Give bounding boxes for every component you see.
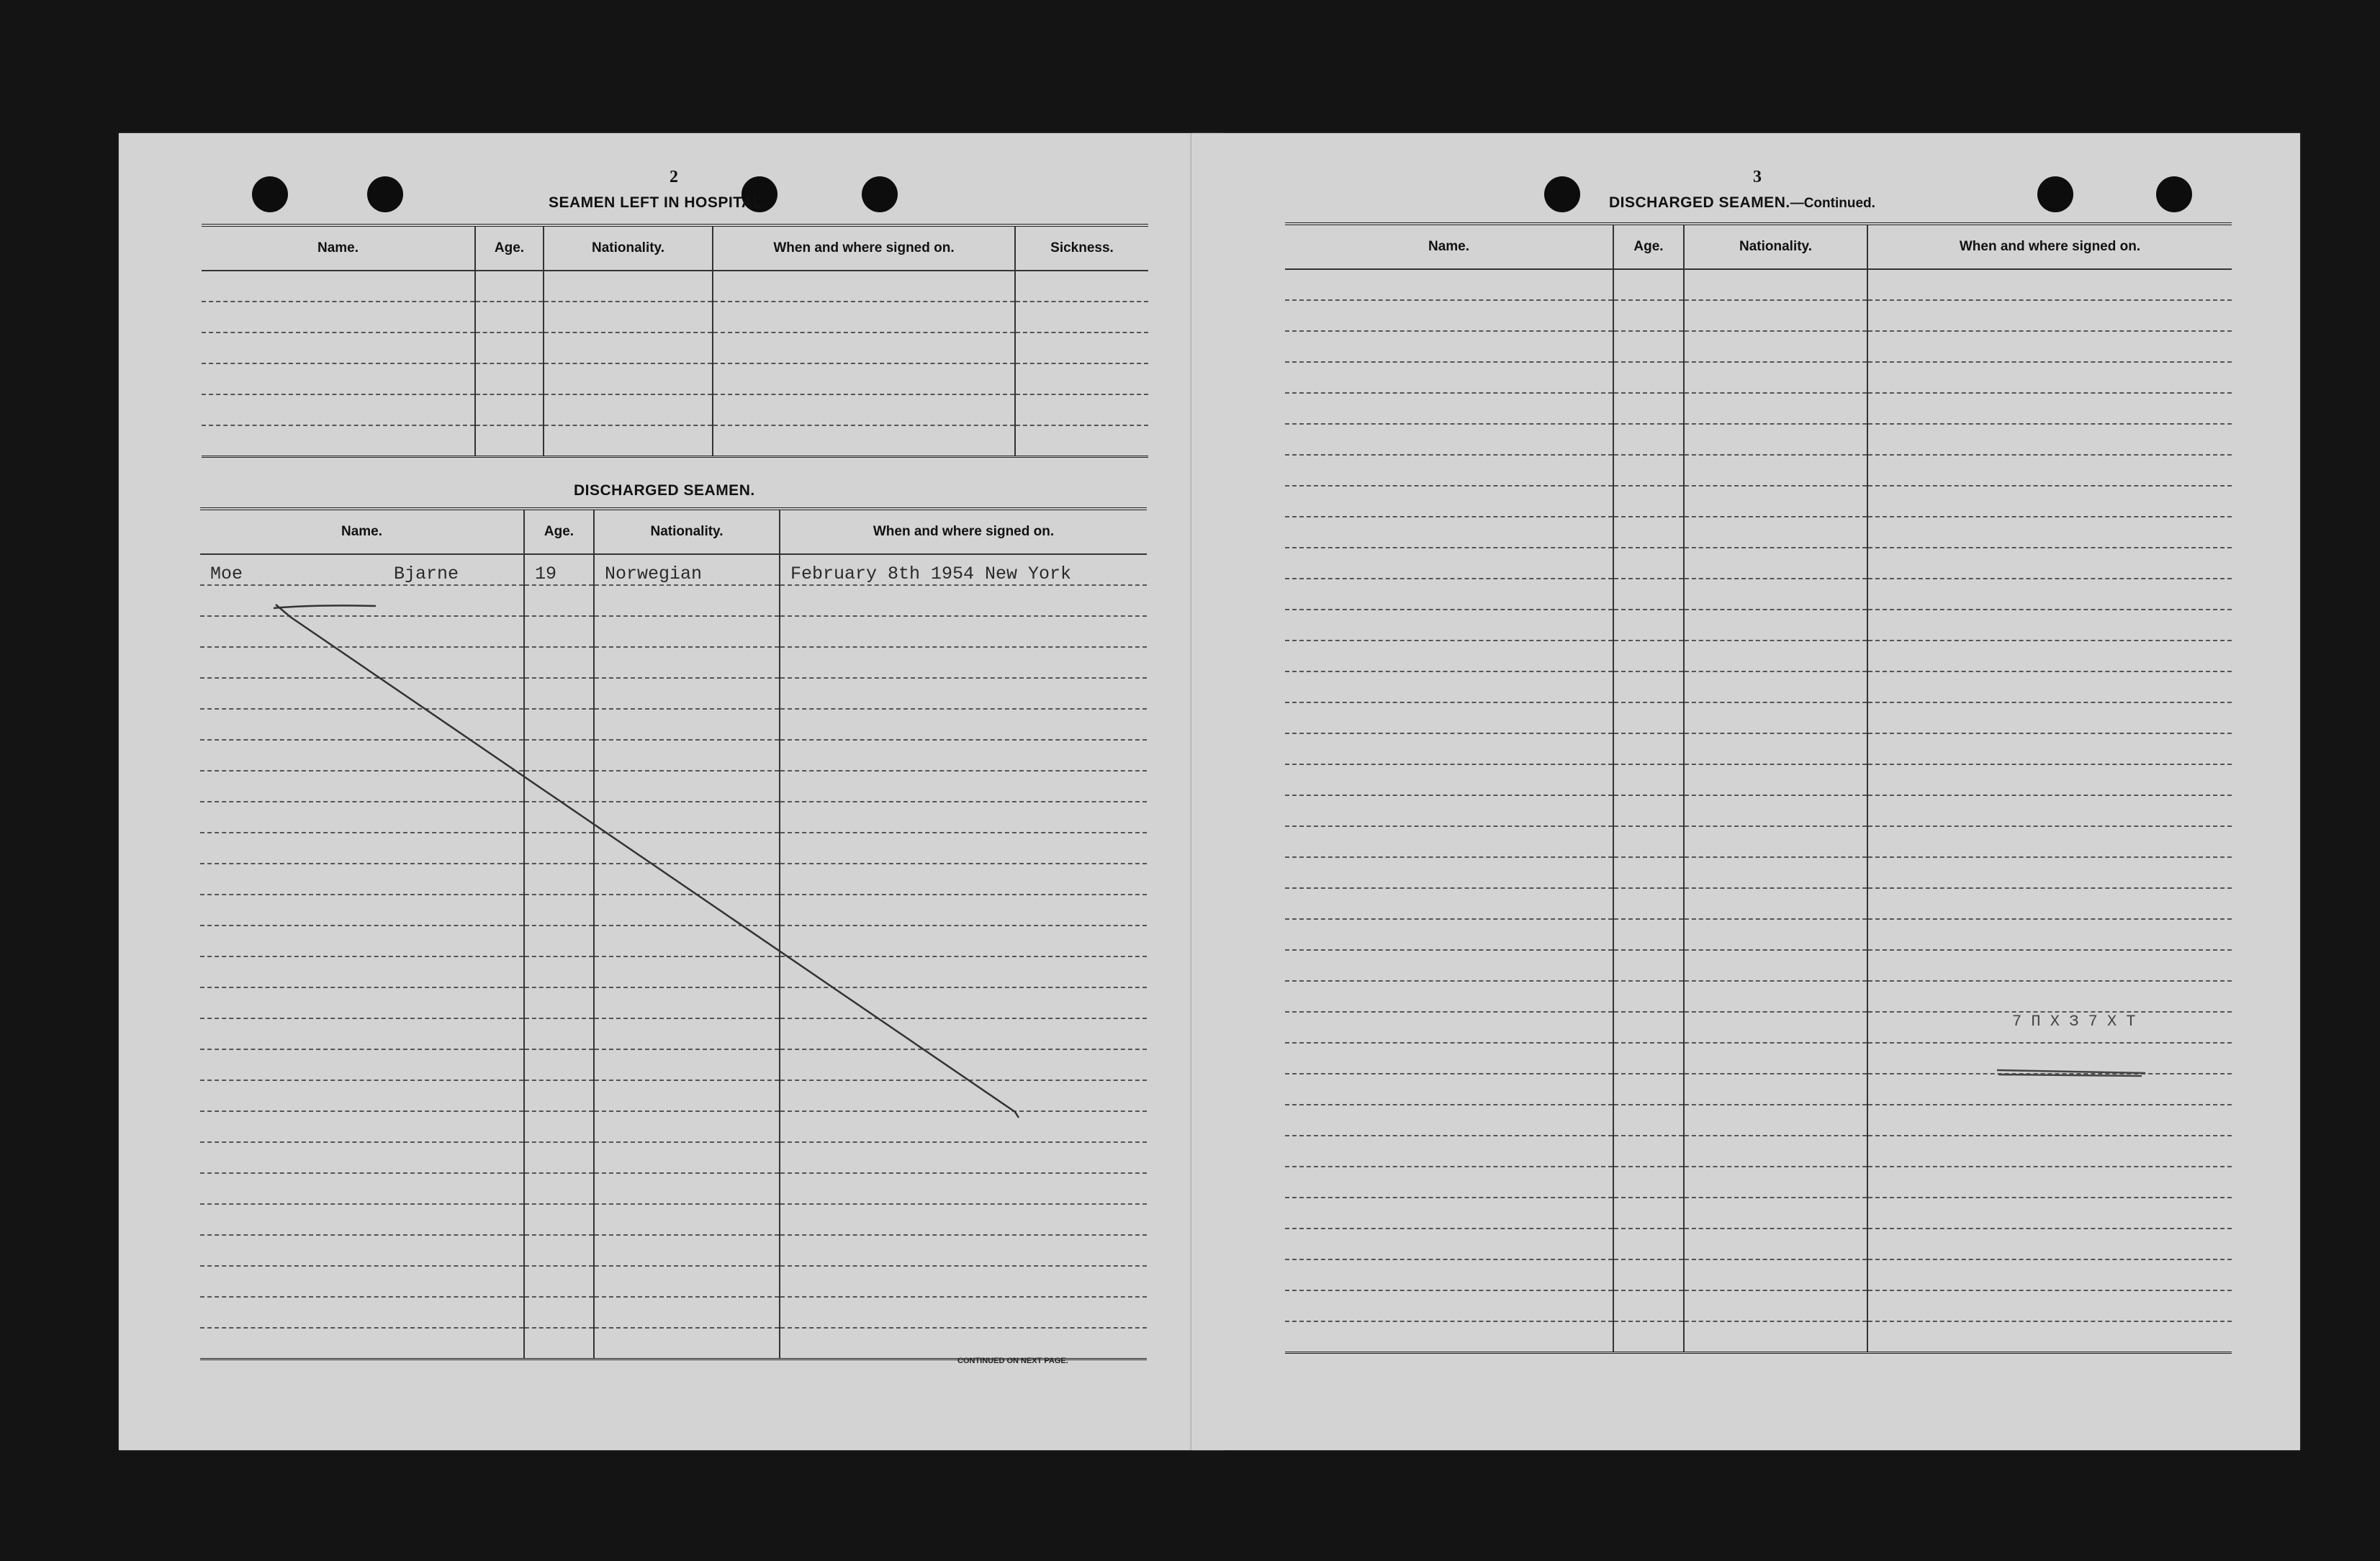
right-page bbox=[1191, 133, 2300, 1450]
table-row bbox=[1285, 857, 2232, 888]
punch-hole bbox=[2156, 176, 2192, 212]
table-row bbox=[1285, 579, 2232, 610]
column-header-name: Name. bbox=[200, 509, 524, 554]
discharged-continued-table bbox=[1285, 222, 2232, 1354]
table-row bbox=[1285, 641, 2232, 671]
table-row bbox=[1285, 981, 2232, 1012]
continued-note: CONTINUED ON NEXT PAGE. bbox=[957, 1357, 1068, 1365]
column-header-signed-on: When and where signed on. bbox=[713, 225, 1015, 271]
column-header-sickness: Sickness. bbox=[1015, 225, 1148, 271]
table-row bbox=[1285, 888, 2232, 919]
discharged-continued-title bbox=[1609, 194, 1875, 212]
column-header-signed-on: When and where signed on. bbox=[1867, 224, 2232, 269]
table-row bbox=[1285, 733, 2232, 764]
column-header-signed-on: When and where signed on. bbox=[780, 509, 1147, 554]
stamp-mark: 7 П Х З 7 Х Т bbox=[2012, 1013, 2136, 1031]
table-row bbox=[1285, 795, 2232, 826]
table-row bbox=[1285, 764, 2232, 795]
column-header-age: Age. bbox=[475, 225, 544, 271]
table-row bbox=[1285, 919, 2232, 950]
table-row bbox=[1285, 455, 2232, 486]
column-header-age: Age. bbox=[1613, 224, 1684, 269]
page-number: 3 bbox=[1753, 168, 1762, 186]
page-number: 2 bbox=[670, 168, 678, 186]
table-row bbox=[1285, 486, 2232, 517]
table-row bbox=[1285, 671, 2232, 702]
table-row bbox=[1285, 1259, 2232, 1290]
table-row bbox=[1285, 1167, 2232, 1198]
section-title-suffix: —Continued. bbox=[1790, 196, 1875, 211]
stamp-underline bbox=[1994, 1062, 2160, 1083]
seaman-surname: Moe bbox=[210, 564, 243, 584]
column-header-age: Age. bbox=[524, 509, 594, 554]
left-page bbox=[119, 133, 1224, 1450]
column-header-name: Name. bbox=[202, 225, 475, 271]
table-row bbox=[1285, 1105, 2232, 1136]
table-row bbox=[1285, 1198, 2232, 1229]
seaman-given-name: Bjarne bbox=[394, 564, 459, 584]
table-row bbox=[1285, 331, 2232, 362]
table-row bbox=[1285, 826, 2232, 857]
column-header-nationality: Nationality. bbox=[594, 509, 780, 554]
seaman-age: 19 bbox=[524, 554, 594, 585]
discharged-section-title: DISCHARGED SEAMEN. bbox=[574, 482, 755, 499]
seaman-signed-on: February 8th 1954 New York bbox=[780, 554, 1147, 585]
column-header-name: Name. bbox=[1285, 224, 1613, 269]
cancellation-stroke bbox=[119, 133, 1224, 1450]
section-title-main: DISCHARGED SEAMEN. bbox=[1609, 194, 1790, 211]
table-row bbox=[1285, 269, 2232, 300]
table-row bbox=[1285, 424, 2232, 455]
table-row bbox=[1285, 1321, 2232, 1353]
table-row bbox=[1285, 1136, 2232, 1167]
punch-hole bbox=[2037, 176, 2073, 212]
table-row bbox=[1285, 610, 2232, 641]
seaman-nationality: Norwegian bbox=[594, 554, 780, 585]
table-row bbox=[1285, 702, 2232, 733]
table-row bbox=[1285, 548, 2232, 579]
punch-hole bbox=[1544, 176, 1580, 212]
table-row bbox=[1285, 300, 2232, 331]
column-header-nationality: Nationality. bbox=[1684, 224, 1867, 269]
column-header-nationality: Nationality. bbox=[544, 225, 713, 271]
table-row bbox=[1285, 950, 2232, 981]
table-row bbox=[1285, 393, 2232, 424]
table-row bbox=[1285, 362, 2232, 393]
table-row bbox=[1285, 1290, 2232, 1321]
hospital-section-title: SEAMEN LEFT IN HOSPITAL. bbox=[549, 194, 767, 211]
table-row bbox=[1285, 1229, 2232, 1259]
table-row bbox=[1285, 517, 2232, 548]
